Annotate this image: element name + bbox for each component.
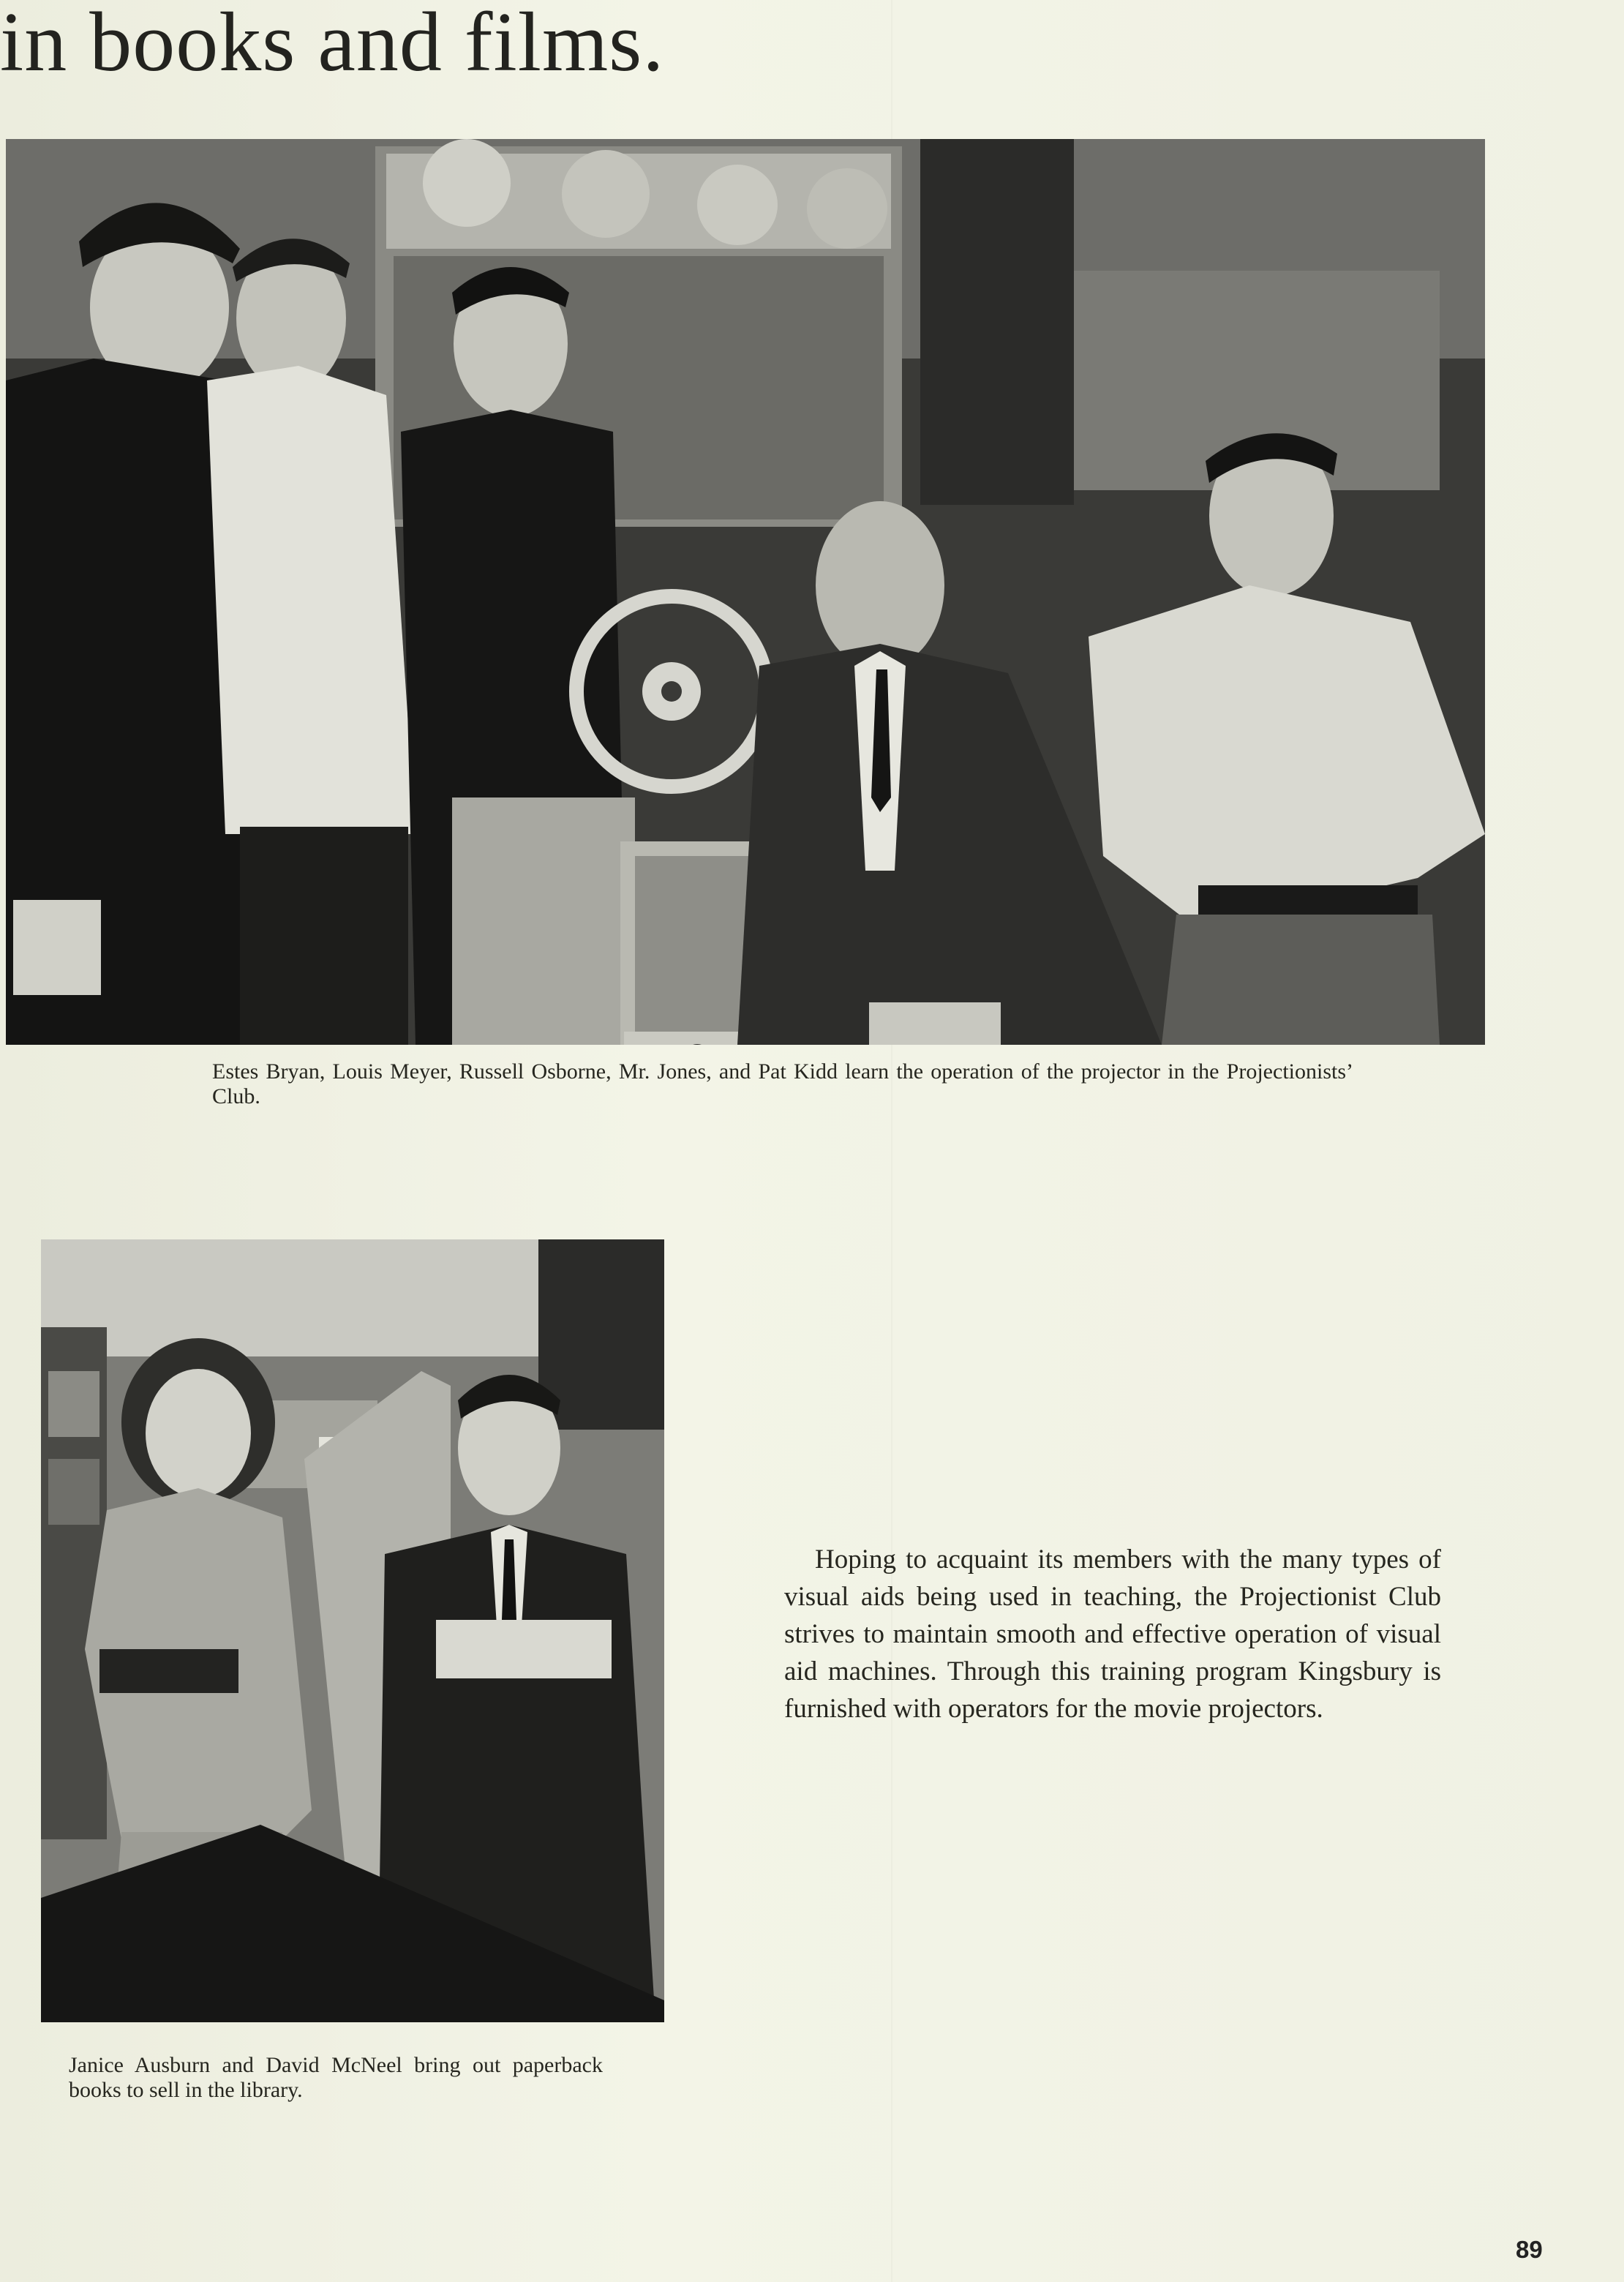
page-number: 89 — [1516, 2236, 1543, 2263]
projectionists-photo-caption: Estes Bryan, Louis Meyer, Russell Osborne, Mr. Jones, and Pat Kidd learn the operation of the projector in the Projectionists’ Club. — [212, 1059, 1353, 1108]
library-photo — [41, 1239, 664, 2022]
library-photo-caption: Janice Ausburn and David McNeel bring out paperback books to sell in the library. — [69, 2053, 603, 2102]
page-headline: in books and films. — [0, 0, 665, 89]
club-description-paragraph: Hoping to acquaint its members with the many types of visual aids being used in teaching, the Projectionist Club strives to maintain smooth and effective operation of visual aid machines. Through this training program Kingsbury is furnished with operators for the movie projectors. — [784, 1545, 1441, 1724]
projectionists-club-photo — [6, 139, 1485, 1045]
